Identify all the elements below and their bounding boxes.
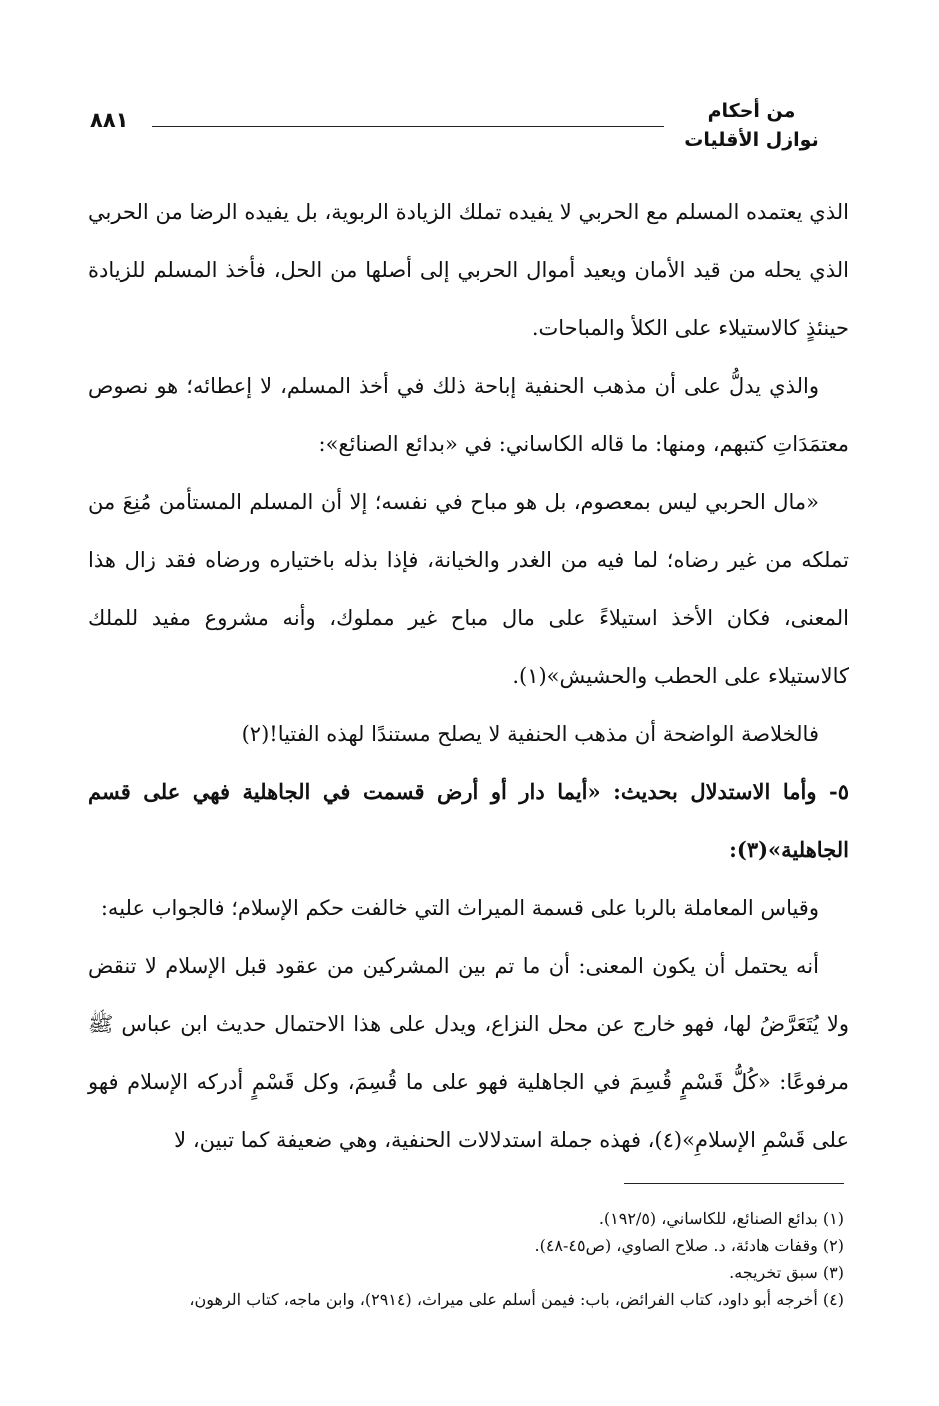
- conclusion-paragraph: فالخلاصة الواضحة أن مذهب الحنفية لا يصلح مستندًا لهذه الفتيا!(٢): [241, 722, 819, 746]
- footnote: (٣) سبق تخريجه.: [729, 1263, 844, 1282]
- footnotes: [88, 1205, 844, 1313]
- header-rule: [152, 126, 664, 127]
- section-heading: ٥- وأما الاستدلال بحديث: «أيما دار أو أرض قسمت في الجاهلية فهي على قسم الجاهلية»(٣):: [88, 779, 849, 862]
- footnote: (٢) وقفات هادئة، د. صلاح الصاوي، (ص٤٥-٤٨).: [534, 1236, 844, 1255]
- paragraph: الذي يعتمده المسلم مع الحربي لا يفيده تملك الزيادة الربوية، بل يفيده الرضا من الحربي الذي يحله من قيد الأمان ويعيد أموال الحربي إلى أصلها من الحل، فأخذ المسلم للزيادة حينئذٍ كالاستيلاء على الكلأ والمباحات.: [88, 200, 849, 340]
- footnote: (١) بدائع الصنائع، للكاساني، (١٩٢/٥).: [598, 1209, 844, 1228]
- page-header: [90, 92, 839, 162]
- footnote-separator: [624, 1183, 844, 1184]
- book-title-line2: نوازل الأقليات: [684, 129, 819, 151]
- book-title: [664, 98, 839, 154]
- page-number: ٨٨١: [90, 108, 129, 132]
- paragraph: أنه يحتمل أن يكون المعنى: أن ما تم بين المشركين من عقود قبل الإسلام لا تنقض ولا يُتَعَرَّضُ لها، فهو خارج عن محل النزاع، ويدل على هذا الاحتمال حديث ابن عباس ﷺ مرفوعًا: «كُلُّ قَسْمٍ قُسِمَ في الجاهلية فهو على ما قُسِمَ، وكل قَسْمٍ أدركه الإسلام فهو على قَسْمِ الإسلامِ»(٤)، فهذه جملة استدلالات الحنفية، وهي ضعيفة كما تبين، لا: [88, 954, 849, 1152]
- paragraph: والذي يدلُّ على أن مذهب الحنفية إباحة ذلك في أخذ المسلم، لا إعطائه؛ هو نصوص معتمَدَاتِ كتبهم، ومنها: ما قاله الكاساني: في «بدائع الصنائع»:: [88, 374, 849, 456]
- quote-paragraph: «مال الحربي ليس بمعصوم، بل هو مباح في نفسه؛ إلا أن المسلم المستأمن مُنِعَ من تملكه من غير رضاه؛ لما فيه من الغدر والخيانة، فإذا بذله باختياره ورضاه فقد زال هذا المعنى، فكان الأخذ استيلاءً على مال مباح غير مملوك، وأنه مشروع مفيد للملك كالاستيلاء على الحطب والحشيش»(١).: [88, 490, 849, 688]
- book-title-line1: من أحكام: [707, 100, 796, 122]
- footnote: (٤) أخرجه أبو داود، كتاب الفرائض، باب: فيمن أسلم على ميراث، (٢٩١٤)، وابن ماجه، كتاب الرهون،: [189, 1290, 844, 1309]
- paragraph: وقياس المعاملة بالربا على قسمة الميراث التي خالفت حكم الإسلام؛ فالجواب عليه:: [100, 896, 819, 920]
- main-text: [88, 183, 849, 1169]
